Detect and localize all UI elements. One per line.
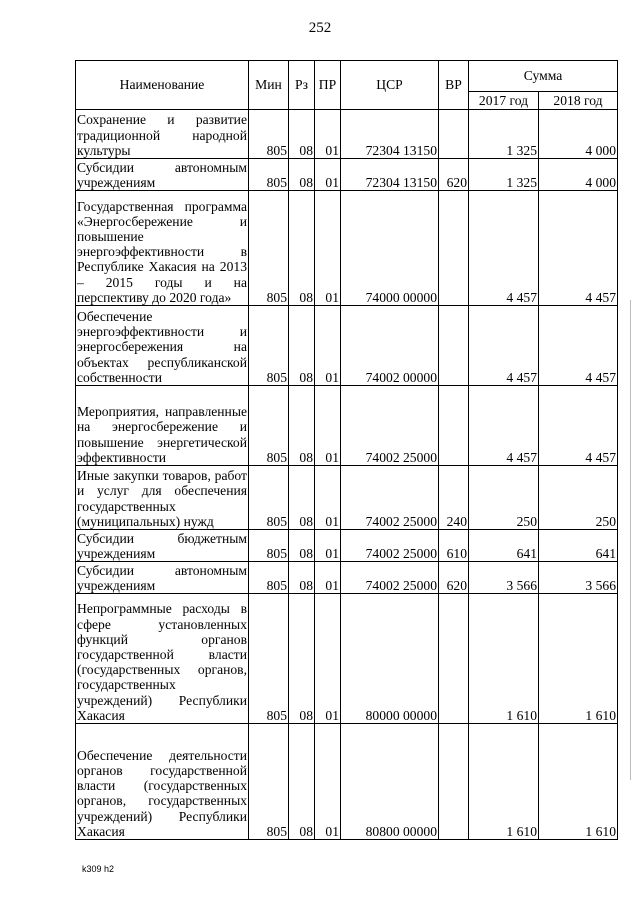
row-name-cell: Государственная программа «Энергосбережение и повышение энергоэффективности в Республике Хакасия на 2013 – 2015 годы и на перспективу до 2020 года»	[76, 191, 249, 306]
row-amount-2017-cell: 1 610	[469, 594, 539, 724]
row-min-cell: 805	[249, 562, 289, 594]
row-pr-cell: 01	[315, 562, 341, 594]
row-pr-cell: 01	[315, 159, 341, 191]
row-vr-cell: 620	[439, 159, 469, 191]
row-name-cell: Иные закупки товаров, работ и услуг для обеспечения государственных (муниципальных) нужд	[76, 466, 249, 530]
row-amount-2017-cell: 1 610	[469, 724, 539, 840]
row-amount-2018-cell: 4 000	[539, 110, 618, 159]
row-amount-2017-cell: 1 325	[469, 110, 539, 159]
row-min-cell: 805	[249, 530, 289, 562]
row-amount-2017-cell: 250	[469, 466, 539, 530]
row-csr-cell: 74000 00000	[341, 191, 439, 306]
table-row	[76, 159, 618, 191]
table-row	[76, 110, 618, 159]
row-csr-cell: 80000 00000	[341, 594, 439, 724]
row-csr-cell: 72304 13150	[341, 110, 439, 159]
header-pr: ПР	[315, 61, 341, 110]
row-amount-2017-cell: 641	[469, 530, 539, 562]
row-pr-cell: 01	[315, 724, 341, 840]
row-pr-cell: 01	[315, 110, 341, 159]
row-amount-2018-cell: 4 457	[539, 306, 618, 386]
table-row	[76, 724, 618, 840]
page-number: 252	[308, 20, 332, 36]
row-vr-cell: 240	[439, 466, 469, 530]
row-vr-cell	[439, 386, 469, 466]
row-vr-cell	[439, 724, 469, 840]
row-min-cell: 805	[249, 306, 289, 386]
row-rz-cell: 08	[289, 530, 315, 562]
header-sum: Сумма	[469, 61, 618, 92]
row-rz-cell: 08	[289, 306, 315, 386]
row-csr-cell: 74002 25000	[341, 530, 439, 562]
row-amount-2017-cell: 3 566	[469, 562, 539, 594]
row-csr-cell: 80800 00000	[341, 724, 439, 840]
header-name: Наименование	[76, 61, 249, 110]
row-pr-cell: 01	[315, 191, 341, 306]
row-min-cell: 805	[249, 594, 289, 724]
row-csr-cell: 74002 25000	[341, 386, 439, 466]
row-amount-2017-cell: 1 325	[469, 159, 539, 191]
table-row	[76, 530, 618, 562]
table-row	[76, 466, 618, 530]
row-vr-cell: 610	[439, 530, 469, 562]
row-pr-cell: 01	[315, 594, 341, 724]
row-amount-2017-cell: 4 457	[469, 386, 539, 466]
row-min-cell: 805	[249, 159, 289, 191]
row-vr-cell: 620	[439, 562, 469, 594]
row-name-cell: Непрограммные расходы в сфере установленных функций органов государственной власти (государственных органов, государственных учреждений) Республики Хакасия	[76, 594, 249, 724]
table-row	[76, 594, 618, 724]
footer-code: k309 h2	[82, 864, 115, 874]
row-name-cell: Обеспечение деятельности органов государственной власти (государственных органов, государственных учреждений) Республики Хакасия	[76, 724, 249, 840]
row-name-cell: Обеспечение энергоэффективности и энергосбережения на объектах республиканской собственности	[76, 306, 249, 386]
row-amount-2017-cell: 4 457	[469, 191, 539, 306]
row-csr-cell: 72304 13150	[341, 159, 439, 191]
row-amount-2018-cell: 250	[539, 466, 618, 530]
row-csr-cell: 74002 25000	[341, 562, 439, 594]
row-amount-2018-cell: 4 457	[539, 191, 618, 306]
row-rz-cell: 08	[289, 386, 315, 466]
row-amount-2018-cell: 3 566	[539, 562, 618, 594]
row-pr-cell: 01	[315, 466, 341, 530]
row-vr-cell	[439, 306, 469, 386]
row-amount-2017-cell: 4 457	[469, 306, 539, 386]
table-row	[76, 562, 618, 594]
row-csr-cell: 74002 25000	[341, 466, 439, 530]
row-amount-2018-cell: 1 610	[539, 594, 618, 724]
row-rz-cell: 08	[289, 159, 315, 191]
row-pr-cell: 01	[315, 530, 341, 562]
row-min-cell: 805	[249, 110, 289, 159]
row-name-cell: Мероприятия, направленные на энергосбережение и повышение энергетической эффективности	[76, 386, 249, 466]
table-row	[76, 306, 618, 386]
header-rz: Рз	[289, 61, 315, 110]
row-vr-cell	[439, 110, 469, 159]
row-min-cell: 805	[249, 386, 289, 466]
row-min-cell: 805	[249, 724, 289, 840]
table-body	[76, 110, 618, 840]
table-row	[76, 191, 618, 306]
header-csr: ЦСР	[341, 61, 439, 110]
row-rz-cell: 08	[289, 191, 315, 306]
row-pr-cell: 01	[315, 386, 341, 466]
row-min-cell: 805	[249, 466, 289, 530]
row-amount-2018-cell: 4 000	[539, 159, 618, 191]
row-name-cell: Субсидии бюджетным учреждениям	[77, 530, 247, 561]
row-vr-cell	[439, 191, 469, 306]
table-row	[76, 386, 618, 466]
header-year-2017: 2017 год	[469, 92, 539, 110]
row-vr-cell	[439, 594, 469, 724]
header-min: Мин	[249, 61, 289, 110]
row-name-cell: Субсидии автономным учреждениям	[77, 562, 247, 593]
row-rz-cell: 08	[289, 562, 315, 594]
header-vr: ВР	[439, 61, 469, 110]
row-pr-cell: 01	[315, 306, 341, 386]
row-rz-cell: 08	[289, 110, 315, 159]
margin-scan-line	[630, 300, 631, 780]
row-name-cell: Субсидии автономным учреждениям	[77, 159, 247, 190]
row-rz-cell: 08	[289, 594, 315, 724]
row-amount-2018-cell: 4 457	[539, 386, 618, 466]
row-name-cell: Сохранение и развитие традиционной народной культуры	[76, 110, 249, 159]
row-amount-2018-cell: 1 610	[539, 724, 618, 840]
budget-table	[75, 60, 618, 840]
row-rz-cell: 08	[289, 466, 315, 530]
row-amount-2018-cell: 641	[539, 530, 618, 562]
row-csr-cell: 74002 00000	[341, 306, 439, 386]
header-year-2018: 2018 год	[539, 92, 618, 110]
row-min-cell: 805	[249, 191, 289, 306]
row-rz-cell: 08	[289, 724, 315, 840]
table-header	[76, 61, 618, 110]
